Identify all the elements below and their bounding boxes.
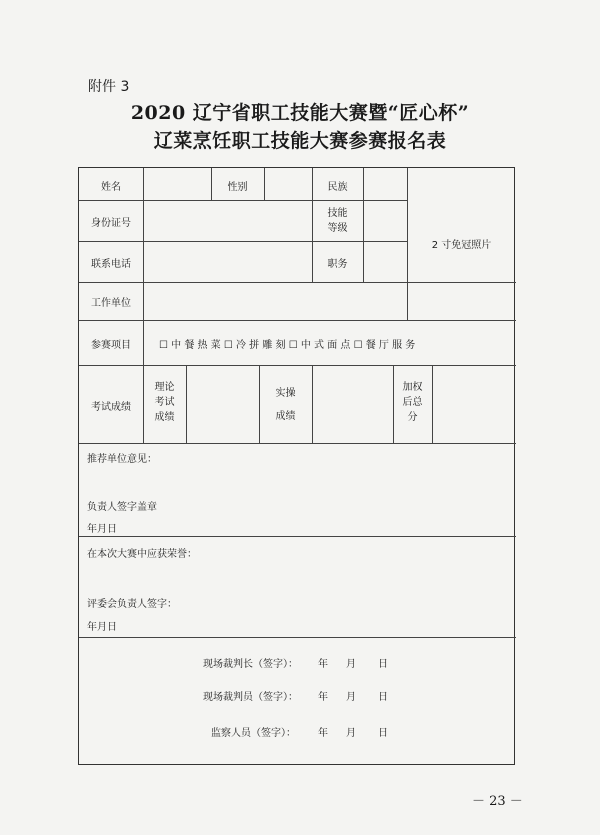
- label-id-number: 身份证号: [91, 218, 131, 229]
- label-events: 参赛项目: [91, 340, 131, 351]
- chief-judge-signature-label: 现场裁判长（签字）：: [203, 659, 298, 670]
- label-weighted-line2: 后总: [402, 397, 423, 408]
- label-workplace: 工作单位: [91, 298, 131, 309]
- label-exam-score: 考试成绩: [91, 402, 131, 413]
- supervisor-year: 年: [318, 728, 328, 739]
- row-divider: [79, 320, 516, 321]
- row-divider: [79, 241, 407, 242]
- form-title-line2: 辽菜烹饪职工技能大赛参赛报名表: [153, 130, 447, 152]
- recommend-date: 年月日: [87, 524, 117, 535]
- honors-label: 在本次大赛中应获荣誉：: [87, 549, 197, 560]
- row-divider: [79, 536, 516, 537]
- recommend-signature-label: 负责人签字盖章: [87, 502, 157, 513]
- photo-placeholder: 2 寸免冠照片: [431, 240, 492, 251]
- attachment-label: 附件 3: [88, 79, 130, 95]
- supervisor-signature-label: 监察人员（签字）：: [211, 728, 296, 739]
- label-weighted-line1: 加权: [402, 382, 423, 393]
- supervisor-day: 日: [378, 728, 388, 739]
- form-title-line1: 2020 辽宁省职工技能大赛暨“匠心杯”: [130, 102, 470, 124]
- label-theory-line3: 成绩: [154, 412, 175, 423]
- committee-signature-label: 评委会负责人签字：: [87, 599, 177, 610]
- label-gender: 性别: [227, 182, 248, 193]
- col-divider: [264, 168, 265, 200]
- supervisor-month: 月: [346, 728, 356, 739]
- registration-form-table: [78, 167, 515, 765]
- col-divider: [312, 365, 313, 443]
- label-position: 职务: [327, 259, 348, 270]
- label-theory-line1: 理论: [154, 382, 175, 393]
- label-skill-level-line1: 技能: [327, 208, 348, 219]
- row-divider: [79, 637, 516, 638]
- events-options: ☐ 中 餐 热 菜 ☐ 冷 拼 雕 刻 ☐ 中 式 面 点 ☐ 餐 厅 服 务: [159, 340, 416, 351]
- chief-judge-day: 日: [378, 659, 388, 670]
- honors-date: 年月日: [87, 622, 117, 633]
- label-weighted-line3: 分: [407, 412, 418, 423]
- judge-year: 年: [318, 692, 328, 703]
- label-skill-level-line2: 等级: [327, 223, 348, 234]
- col-divider: [186, 365, 187, 443]
- label-weighted-total: [393, 380, 432, 425]
- row-divider: [79, 365, 516, 366]
- row-divider: [79, 282, 516, 283]
- judge-day: 日: [378, 692, 388, 703]
- judge-signature-label: 现场裁判员（签字）：: [203, 692, 298, 703]
- label-skill-level: [312, 206, 363, 236]
- chief-judge-year: 年: [318, 659, 328, 670]
- col-divider: [432, 365, 433, 443]
- page-number: － 23 －: [472, 794, 523, 809]
- judge-month: 月: [346, 692, 356, 703]
- chief-judge-month: 月: [346, 659, 356, 670]
- row-divider: [79, 200, 407, 201]
- label-practical-score: [259, 386, 312, 424]
- recommend-opinion-label: 推荐单位意见：: [87, 454, 157, 465]
- label-theory-line2: 考试: [154, 397, 175, 408]
- col-divider: [363, 168, 364, 282]
- row-divider: [79, 443, 516, 444]
- label-practical-line1: 实操: [275, 388, 296, 399]
- label-name: 姓名: [101, 182, 121, 193]
- label-practical-line2: 成绩: [275, 411, 296, 422]
- label-ethnicity: 民族: [327, 182, 348, 193]
- label-theory-score: [143, 380, 186, 425]
- label-phone: 联系电话: [91, 259, 131, 270]
